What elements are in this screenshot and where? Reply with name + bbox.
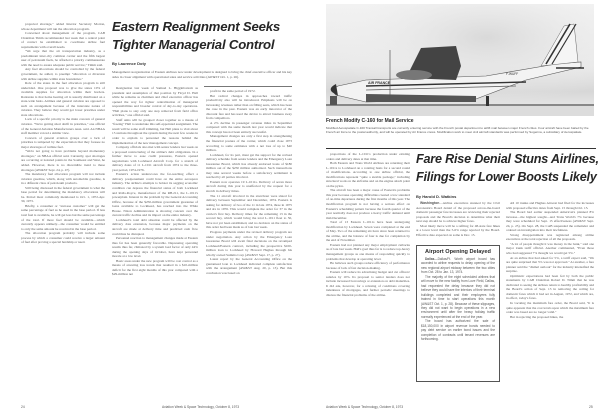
paragraph: The Board had earlier suspended American's planned 8% increase—the highest sought—and Trans World's 7% because they were scheduled for Sept. 15 effectiveness (AW&ST Sept. 24, p. 25). On Sept. 28, the CAB suspended the remainder and ordered an investigation into their lawfulness. [506,210,594,233]
paragraph: Progress payments under the revised delivery program are under negotiation. Any action by the Emergency Loan Guarantee Board will await final decisions on the revamped Lockheed/Eastern contract, including the prospective $100-million loan to Lockheed by Howard Hughes through his wholly owned Summa Corp (AW&ST Sept. 17, p. 27). [206,229,292,257]
paragraph: "A lot of people thought it was money in the bank," said one major trunk tariff official. Another commented, "Even those who had suggested 7% thought we would get 5%." [506,241,594,256]
fare-column-2: Washington—Airline executives stunned by the Civil Aeronautics Board denial of the proposed across-the-board domestic passenger fare increases are reviewing their rejected proposals and the Board's decision to determine what their next step should be to achieve higher fares. Most likely move will be a refiling for 48-state fare hikes at a lower level than the 5-6% range rejected by the Board. Effective date expected on some is Dec. 15. [416,201,500,237]
paragraph: Still being discussed in the federal government is what the base period for determining the mandatory allocations will be. Period most commonly mentioned is Oct. 1, 1972-Apr. 30, 1973. [21,185,105,204]
photo-caption-body: Modified Aerospatiale C-160 Transall transports are currently entering service with the French postal department to airlift mail between major French cities. Four aircraft have been bailed by the French air force to the postal authority, and will be operated by Air France crews. Modification work to meet civil aircraft standards was performed by Sogerma, a subsidiary of Aerospatiale. [326,126,589,135]
paragraph: Briefly, a consumer or "end-use customer" will get the same percentage of fuel as he used in the base period. If less total fuel is available, he will get less but the same percentage of the total. If more fuel should be available—which currently appears unlikely—the consumer would be entitled to only the same amount he received in the base period. [21,203,105,231]
paragraph: "We're not going to have problems beyond momentary shortages," an NBAA official said. Currently, spot shortages are occurring at isolated points in the Southeast and West, he added. However, there is no discernible trend to these shortages (AW&ST Sept. 24, p. 47). [21,149,105,172]
paragraph: Total of 13 Eastern L-1011s have been undergoing modification by Lockheed. Seven were completed at the end of May. Two of the remaining six have since been returned to the airline, and the balance of four is due for completion by the end of November. [326,220,410,243]
paragraph: profit in the same period of 1972. [210,89,256,93]
paragraph: Eastern's action underscores the far-reaching effect a delivery postponement could have on the entire aerospace industry. The airline's attempts to bolster its sagging economic condition can depress the financial status of both Lockheed and Rolls-Royce, manufacturer of the RB.211, the L-1011's powerplant. Interest in the problem by the General Accounting Office, because of the $250-million government guarantee of loans available to Lockheed, has reached into the White House. Nixon Administration is showing concern over the current traffic decline and its impact on the entire industry. [112,172,198,218]
eastern-headline-line-2: Tighter Managerial Control [112,37,275,52]
fare-headline-line-2: Filings for Lower Boosts Likely [416,170,597,184]
paragraph: Lockheed's total debt situation could be affected by the delivery date extension, because major payments on the aircraft are made at delivery time and predicted cash flow could thus be disrupted. [112,217,198,236]
paragraph: projected shortage," added Interior Secretary Morton, whose department will run the allocation program. [21,22,105,31]
paragraph: Staff units will be grouped closer together as a means of "freeing" Hall to undertake this self-appointed assignment. The result will be some staff trimming, but Hall plans to visit about 15 stations throughout the system during the next few weeks in order to explain to personnel the reasons behind the implementation of the new management concept. [112,117,198,145]
left-page-column-1 [21,22,105,400]
paragraph: Latest report by the General Accounting Office on the guaranteed loan to Lockheed indicated complete satisfaction with the arrangement (AW&ST Aug. 20, p. 13). But this conclusion was based on [206,257,292,275]
paragraph: Both Eastern and Trans World Airlines are returning their L-1011s to Lockheed on a rotating basis for a second round of modifications. According to one airline official, the modifications represent "quite a sizable package," including structural work on the airframe and on the engine attach point on the pylon. [326,161,410,188]
eastern-byline: By Laurence Doty [112,61,147,66]
paragraph: Basic areas under the new program will be cost control as a means of arresting loss trends that resulted in a $10-million deficit for the first eight months of this year compared with a $29-million net [112,258,198,277]
paragraph: But radical changes in approaches toward traffic productivity also will be introduced. Emphasis will be on increasing revenues rather than on filling seats, which has been the case in the past. Eastern was an early innovator of the discount fare and has used the device to attract business away from competitors. [206,93,292,121]
paragraph: Lockheed, for its part, must get the support for the revised delivery schedule from senior lenders and the Emergency Loan Guarantee Board, which has already endorsed loans of $180 million out of the $250 million authorized. Such transactions may take several weeks before a satisfactory settlement is reached by all parties involved. [206,152,292,180]
right-page-column-1 [326,152,410,400]
paragraph: Management changes are only a first step in strengthening the financial posture of the carrier, which could close 1973 according to some estimates with a net loss of up to $40 million. [206,134,292,153]
paragraph: proportions of the L-1011's production under existing orders and delivery dates at that time. [326,152,410,161]
caption-divider [326,148,596,149]
paragraph: Lack of a specific priority is the main concern of general aviation. "We're getting short shrift in priorities," one official of the General Aviation Manufacturers Assn. said. An NBAA staff member voiced a similar view. [21,117,105,136]
airport-sidebar-box [416,245,500,382]
paragraph: All 10 trunks and Hughes Airwest had filed for the increases with proposed effective dates from Sept. 15 through Oct. 15. [506,201,594,210]
right-page [308,0,616,420]
paragraph: Role of the states in the fuel allocation program is still undecided. One proposal was to give the states 10% of available supplies for allocation within their borders. Rationale is that home heating oil is usually distributed on a state-wide basis. Airlines and general aviation are opposed to such an arrangement because of the interstate nature of aviation. They believe they would get lower priorities under state allocations. [21,81,105,117]
eastern-headline-line-1: Eastern Realignment Seeks [112,19,280,34]
right-page-number: 25 [589,405,593,409]
paragraph: Concerned about management of the program, CAB Chairman Timm recommended last week that a central point of contact be established to coordinate airline fuel requirements with overall needs. [21,31,105,49]
paragraph: But in rejecting the proposed hikes, the [510,314,564,319]
c160-aircraft-photo [326,4,594,116]
paragraph: In vacating the maximum fare order, the Board said, "It is quite apparent that the cost levels upon which the maximum fare order was based are no longer valid." [506,301,594,315]
fare-column-3 [506,201,594,399]
paragraph: Any fuel allocations should be controlled by the federal government, he added, to preempt "allocation or diversion with airline supplies within state boundaries." [21,67,105,81]
eastern-column-2 [112,86,198,400]
eastern-deck: Management reorganization of Eastern Airlines now under development is designed to bring the chief executive officer and his key aides in closer alignment with operational sales and service activities (AW&ST Oct. 1, p. 26). [112,70,292,79]
paragraph: Eastern had not planned any major employment cutbacks as of late last week. Hall's goal thus far is to reduce top-heavy management groups as one means of responding quickly to problems that develop at operating level. [326,242,410,261]
fare-byline: By Harold D. Watkins [416,194,457,199]
paragraph: Personnel reaction to management changes made at Eastern thus far has been generally favorable. Depressing operating results thus far, climaxed by a system load factor of only 44% during the opening days of October, have kept personnel morale at a low level. [112,236,198,259]
sidebar-title: Airport Opening Delayed [425,249,491,255]
paragraph: A 2% decline in passenger revenue miles in September compared with the same month last year would indicate that this concept has not been entirely successful. [206,120,292,134]
paragraph: "We urge that the air transportation industry, as a predominant inter-city common carrier and the fifth largest user of petroleum fuels, be afforded a priority commensurate with the need to assure adequate public service," Timm said. [21,49,105,67]
paragraph: Eastern now operates 19 L-1011s. Delivery of seven more aircraft during this year is unaffected by the request for a stretch in delivery times. [206,179,292,194]
aircraft-illustration-icon [326,4,594,116]
svg-text:F-WUFF: F-WUFF [506,72,519,76]
paragraph: Strong disappointment was registered among airline executives at the total rejection of all the proposals. [506,232,594,242]
fare-headline-line-1: Fare Rise Denial Stuns Airlines, [416,152,599,166]
paragraph: Eastern will reduce its advertising budget and cut officers' salaries by 10%. Its proposal to senior lenders does not include increased borrowings or extension on debt maturities. It did ask, however, for a relaxing of conditions covering indentures of mortgages, and further periodic meetings to discuss the financial problems of the airline. [326,270,410,297]
eastern-column-3 [206,89,292,400]
paragraph: The allocation program probably will include some process by which a consumer could receive a larger amount of fuel after proving a special hardship or need. [21,231,105,245]
sidebar-dateline: Dallas [425,257,435,261]
paragraph: Optimistic expectations had been fed by both the public statements by CAB Chairman Robert D. Timm that he was dedicated to seeing the airlines return to healthy profitability and the Board's action of Sept. 13 in removing the ceiling for domestic fares which it had set in August, 1972, and which are, in effect, today's fares. [506,273,594,301]
paragraph: Resignation last week of Samuel L. Higginbottom as president and assumption of that position by Floyd D. Hall while he remains as chairman and chief executive officer has opened the way for tighter centralization of managerial responsibilities and broader control of day-to-day operations. "Hall plans to stay only one step removed from field office activities," one official said. [112,86,198,118]
paragraph: The mandatory fuel allocation program will not include aviation gasoline, which, along with automobile gasoline, is in a different class of petroleum products. [21,172,105,186]
fare-dateline: Washington [420,201,440,205]
paragraph: Company officials also met with senior lenders last week on a proposed restructuring of the airline's debt obligations. In a further move to ease credit pressures, Eastern opened negotiations with Lockheed Aircraft Corp. for a stretch of delivery dates of 11 L-1011 aircraft from 1974 to the three-year period, 1974-1976. [112,145,198,172]
paragraph: The aircraft has been a major cause of Eastern's problems this year because operating difficulties created a low standard of on-time departures during the first months of this year. The modification program is not having a serious effect on Eastern's scheduling pattern because the fourth quarter of the year normally does not produce a heavy traffic demand until mid-December. [326,188,410,220]
left-page-number: 24 [21,405,25,409]
photo-caption-title: French Modify C-160 for Mail Service [326,118,414,124]
paragraph: The 11 aircraft involved in the stretchout were slated for delivery between September and December, 1974. Eastern is asking for delivery of two of the 11 in late 1974, three in 1975 and six in 1976. This would complete the order for 37 in the carrier's first buy. Delivery times for the remaining 13 in the second buy, which would bring the total L-1011 fleet to 50, have not yet been established, and no decision on the status of this order had been made as of late last week. [206,193,292,230]
deck-divider [204,86,292,87]
paragraph: At an airline that had asked for 5%, a tariff expert said, "We are quite surprised that 5% was not approved." At another, a fare planner said the "dismal outlook" for the industry intensified the surprise. [506,255,594,274]
left-page-footer: Aviation Week & Space Technology, October 8, 1973 [162,405,240,409]
sidebar-body: Dallas—Dallas/Ft. Worth airport board has acceded to airline requests to delay opening of the new regional airport midway between the two cities from Oct. 28 to Jan. 13, 1974. The majority of the eight scheduled airlines that will move to the new facility from Love Field, Dallas, had requested the delay because they did not believe they could have the interiors of their terminal buildings completed and their employees fully trained in time to start operations this month (AW&ST Oct. 1, p. 28). Because of these slippages, they did not want to begin operations in a new environment until after the heavy holiday traffic normally experienced at the end of the year. The board has authorized the sale of $18,150,000 in airport revenue bonds needed to pay debt service on earlier bond issues and the completion of contracts until tenant revenues are forthcoming. [421,257,495,342]
paragraph: He believes such groups reduce efficiency of performance because of lack of fast decision-making. [326,261,410,270]
svg-text:AIR FRANCE: AIR FRANCE [368,81,391,85]
paragraph: Concern of general aviation groups over a lack of priorities is tempered by the expectation that they foresee no major shortages of turbine fuel. [21,135,105,149]
right-page-footer: Aviation Week & Space Technology, October 8, 1973 [326,405,404,409]
